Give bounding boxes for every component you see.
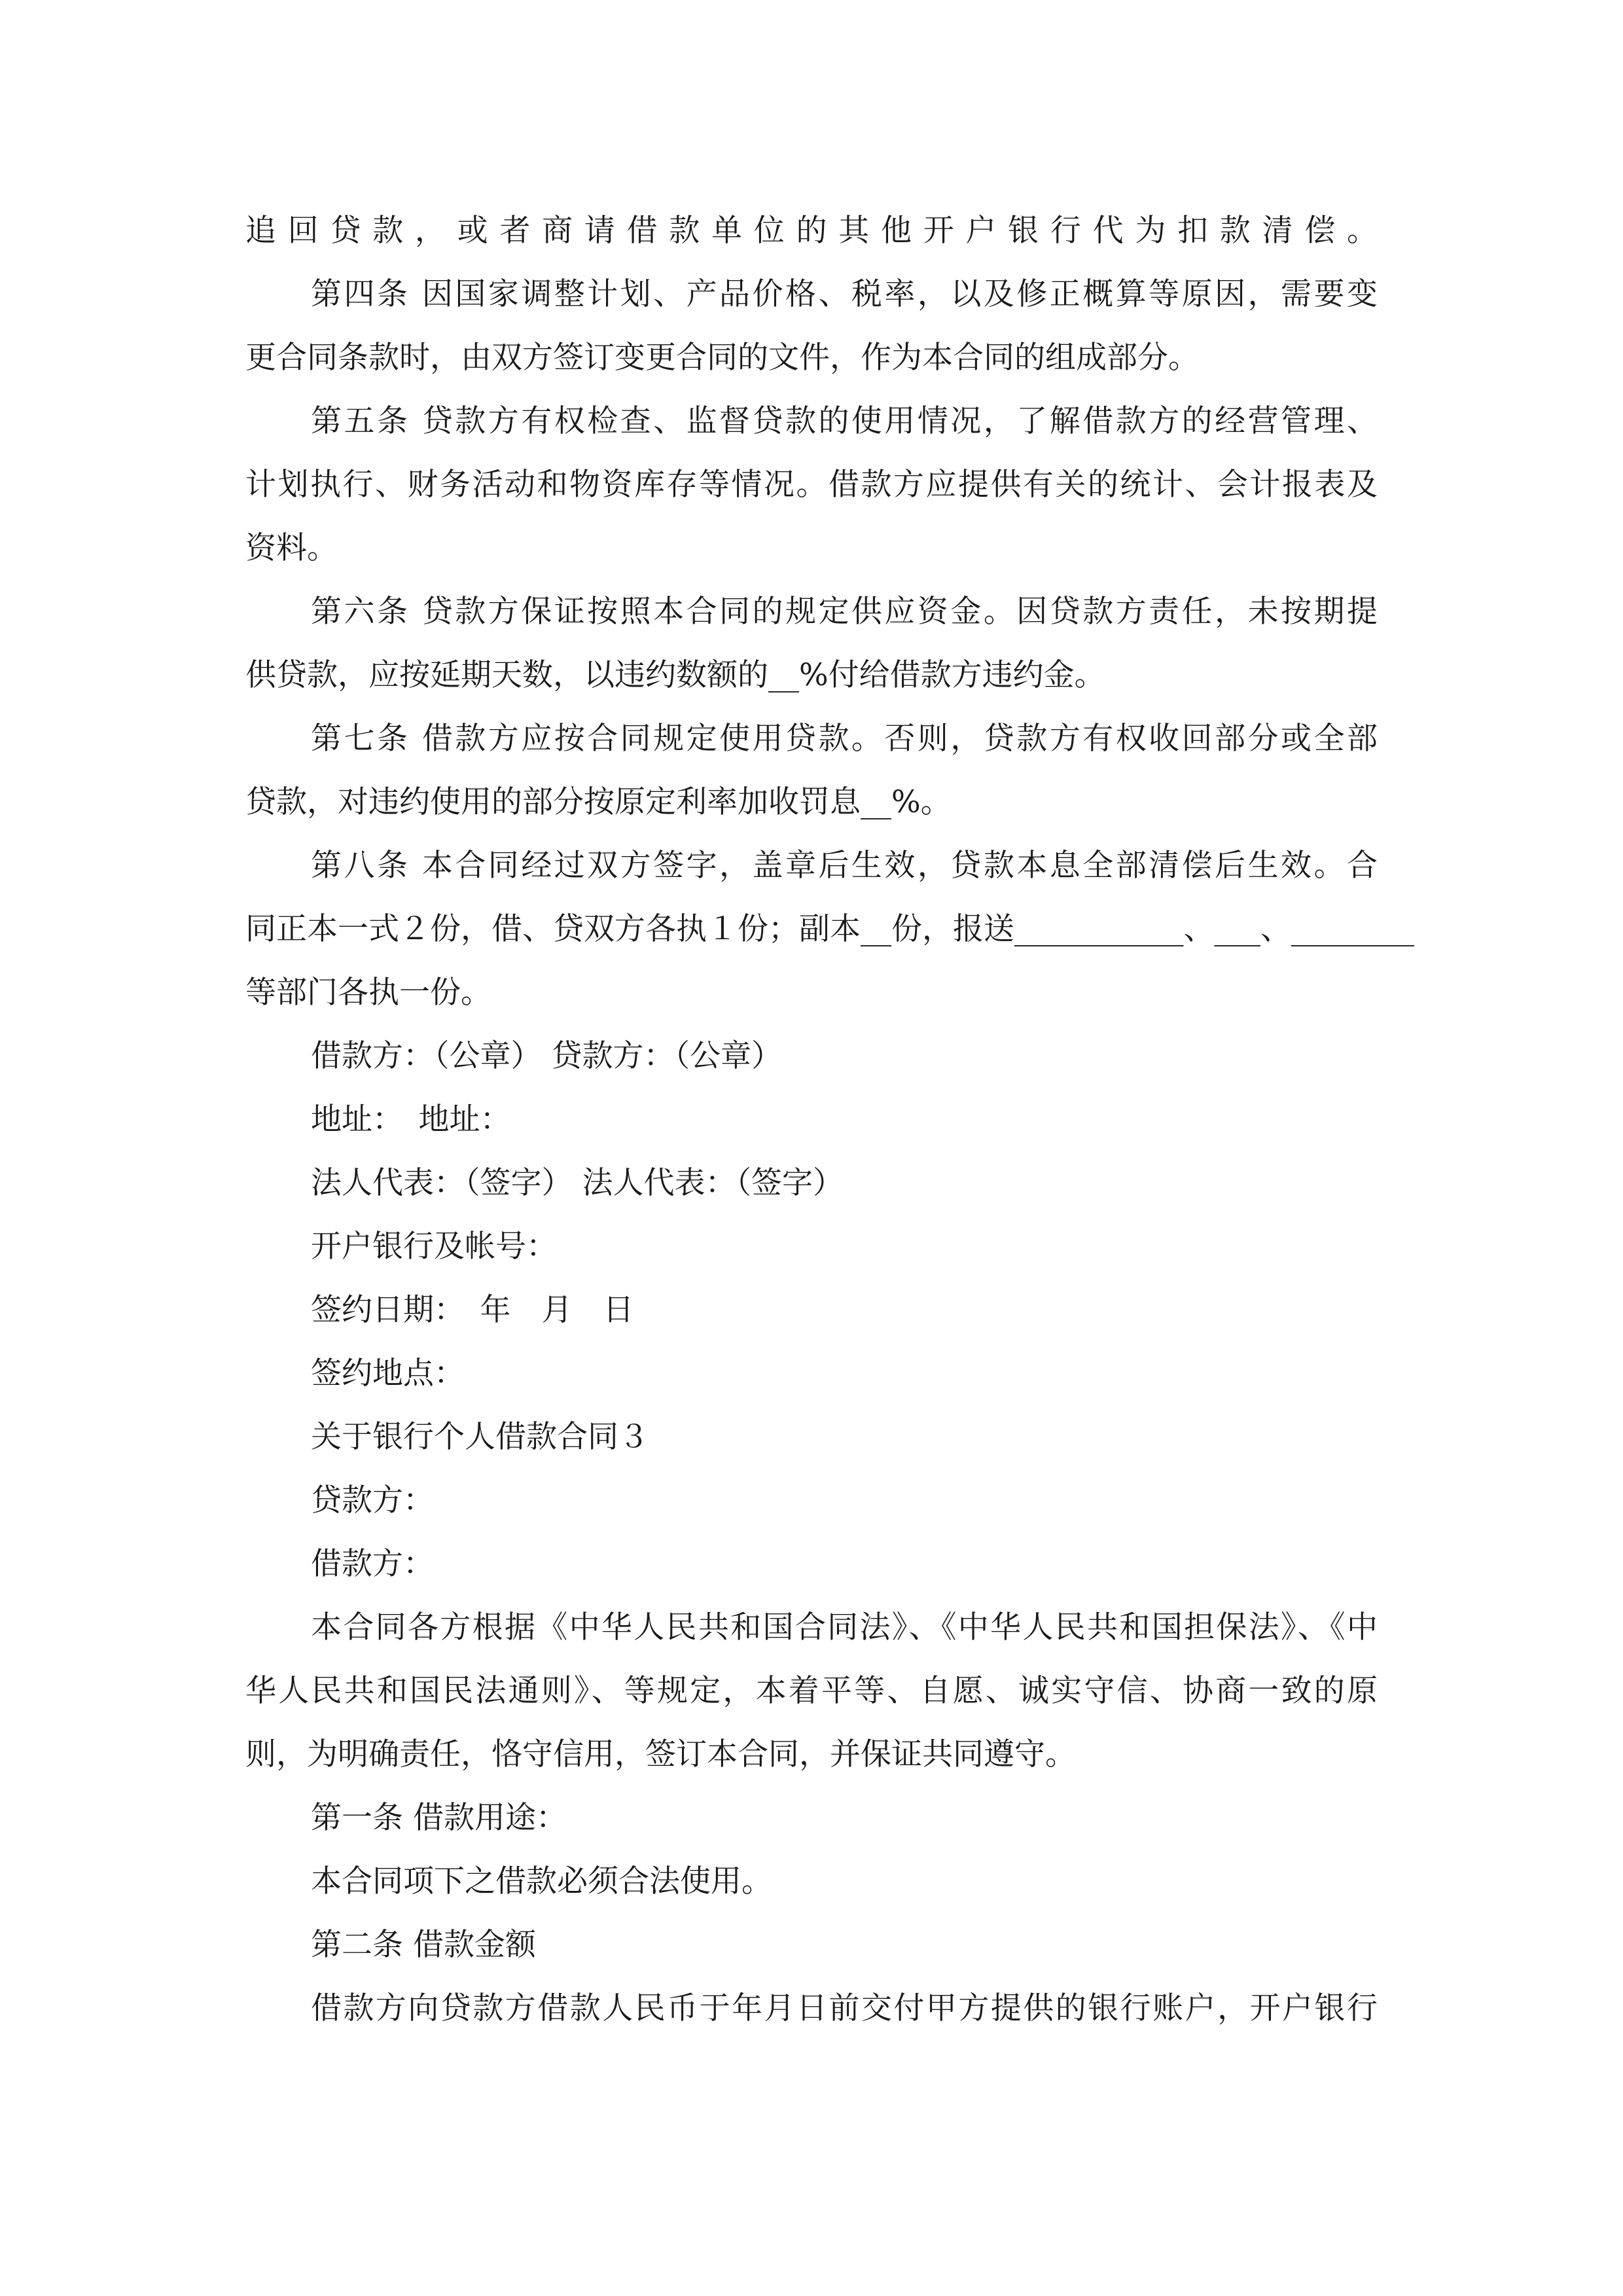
article-heading: 第二条 借款金额 [311,1927,536,1963]
text-line: 计划执行、财务活动和物资库存等情况。借款方应提供有关的统计、会计报表及 [245,467,1378,503]
text-line: 第六条 贷款方保证按照本合同的规定供应资金。因贷款方责任，未按期提 [311,594,1378,630]
signature-line: 签约日期： 年 月 日 [311,1292,634,1328]
text-line: 供贷款，应按延期天数，以违约数额的__%付给借款方违约金。 [245,657,1105,693]
text-line: 同正本一式２份，借、贷双方各执１份；副本__份，报送___________、___、________ [245,911,1414,947]
text-line: 华人民共和国民法通则》、等规定，本着平等、自愿、诚实守信、协商一致的原 [245,1673,1378,1709]
text-line: 本合同各方根据《中华人民共和国合同法》、《中华人民共和国担保法》、《中 [311,1609,1378,1645]
text-line: 贷款，对违约使用的部分按原定利率加收罚息__%。 [245,784,952,820]
signature-line: 签约地点： [311,1355,465,1391]
text-line: 第七条 借款方应按合同规定使用贷款。否则，贷款方有权收回部分或全部 [311,721,1378,757]
text-line: 第五条 贷款方有权检查、监督贷款的使用情况，了解借款方的经营管理、 [311,403,1378,439]
text-line: 借款方向贷款方借款人民币于年月日前交付甲方提供的银行账户，开户银行 [311,1990,1378,2026]
text-line: 则，为明确责任，恪守信用，签订本合同，并保证共同遵守。 [245,1736,1076,1772]
text-line: 更合同条款时，由双方签订变更合同的文件，作为本合同的组成部分。 [245,340,1199,376]
text-line: 资料。 [245,530,338,566]
signature-line: 借款方：（公章） 贷款方：（公章） [311,1038,782,1074]
party-line: 贷款方： [311,1482,434,1518]
text-line: 本合同项下之借款必须合法使用。 [311,1863,772,1899]
section-title: 关于银行个人借款合同３ [311,1419,649,1455]
signature-line: 开户银行及帐号： [311,1229,557,1265]
document-body [245,199,1414,2040]
party-line: 借款方： [311,1546,434,1582]
article-heading: 第一条 借款用途： [311,1800,567,1836]
text-line: 等部门各执一份。 [245,975,491,1011]
text-line: 第八条 本合同经过双方签字，盖章后生效，贷款本息全部清偿后生效。合 [311,848,1378,884]
text-line: 第四条 因国家调整计划、产品价格、税率，以及修正概算等原因，需要变 [311,276,1378,312]
signature-line: 法人代表：（签字） 法人代表：（签字） [311,1165,844,1201]
signature-line: 地址： 地址： [311,1102,511,1138]
text-line: 追回贷款，或者商请借款单位的其他开户银行代为扣款清偿。 [245,213,1378,249]
